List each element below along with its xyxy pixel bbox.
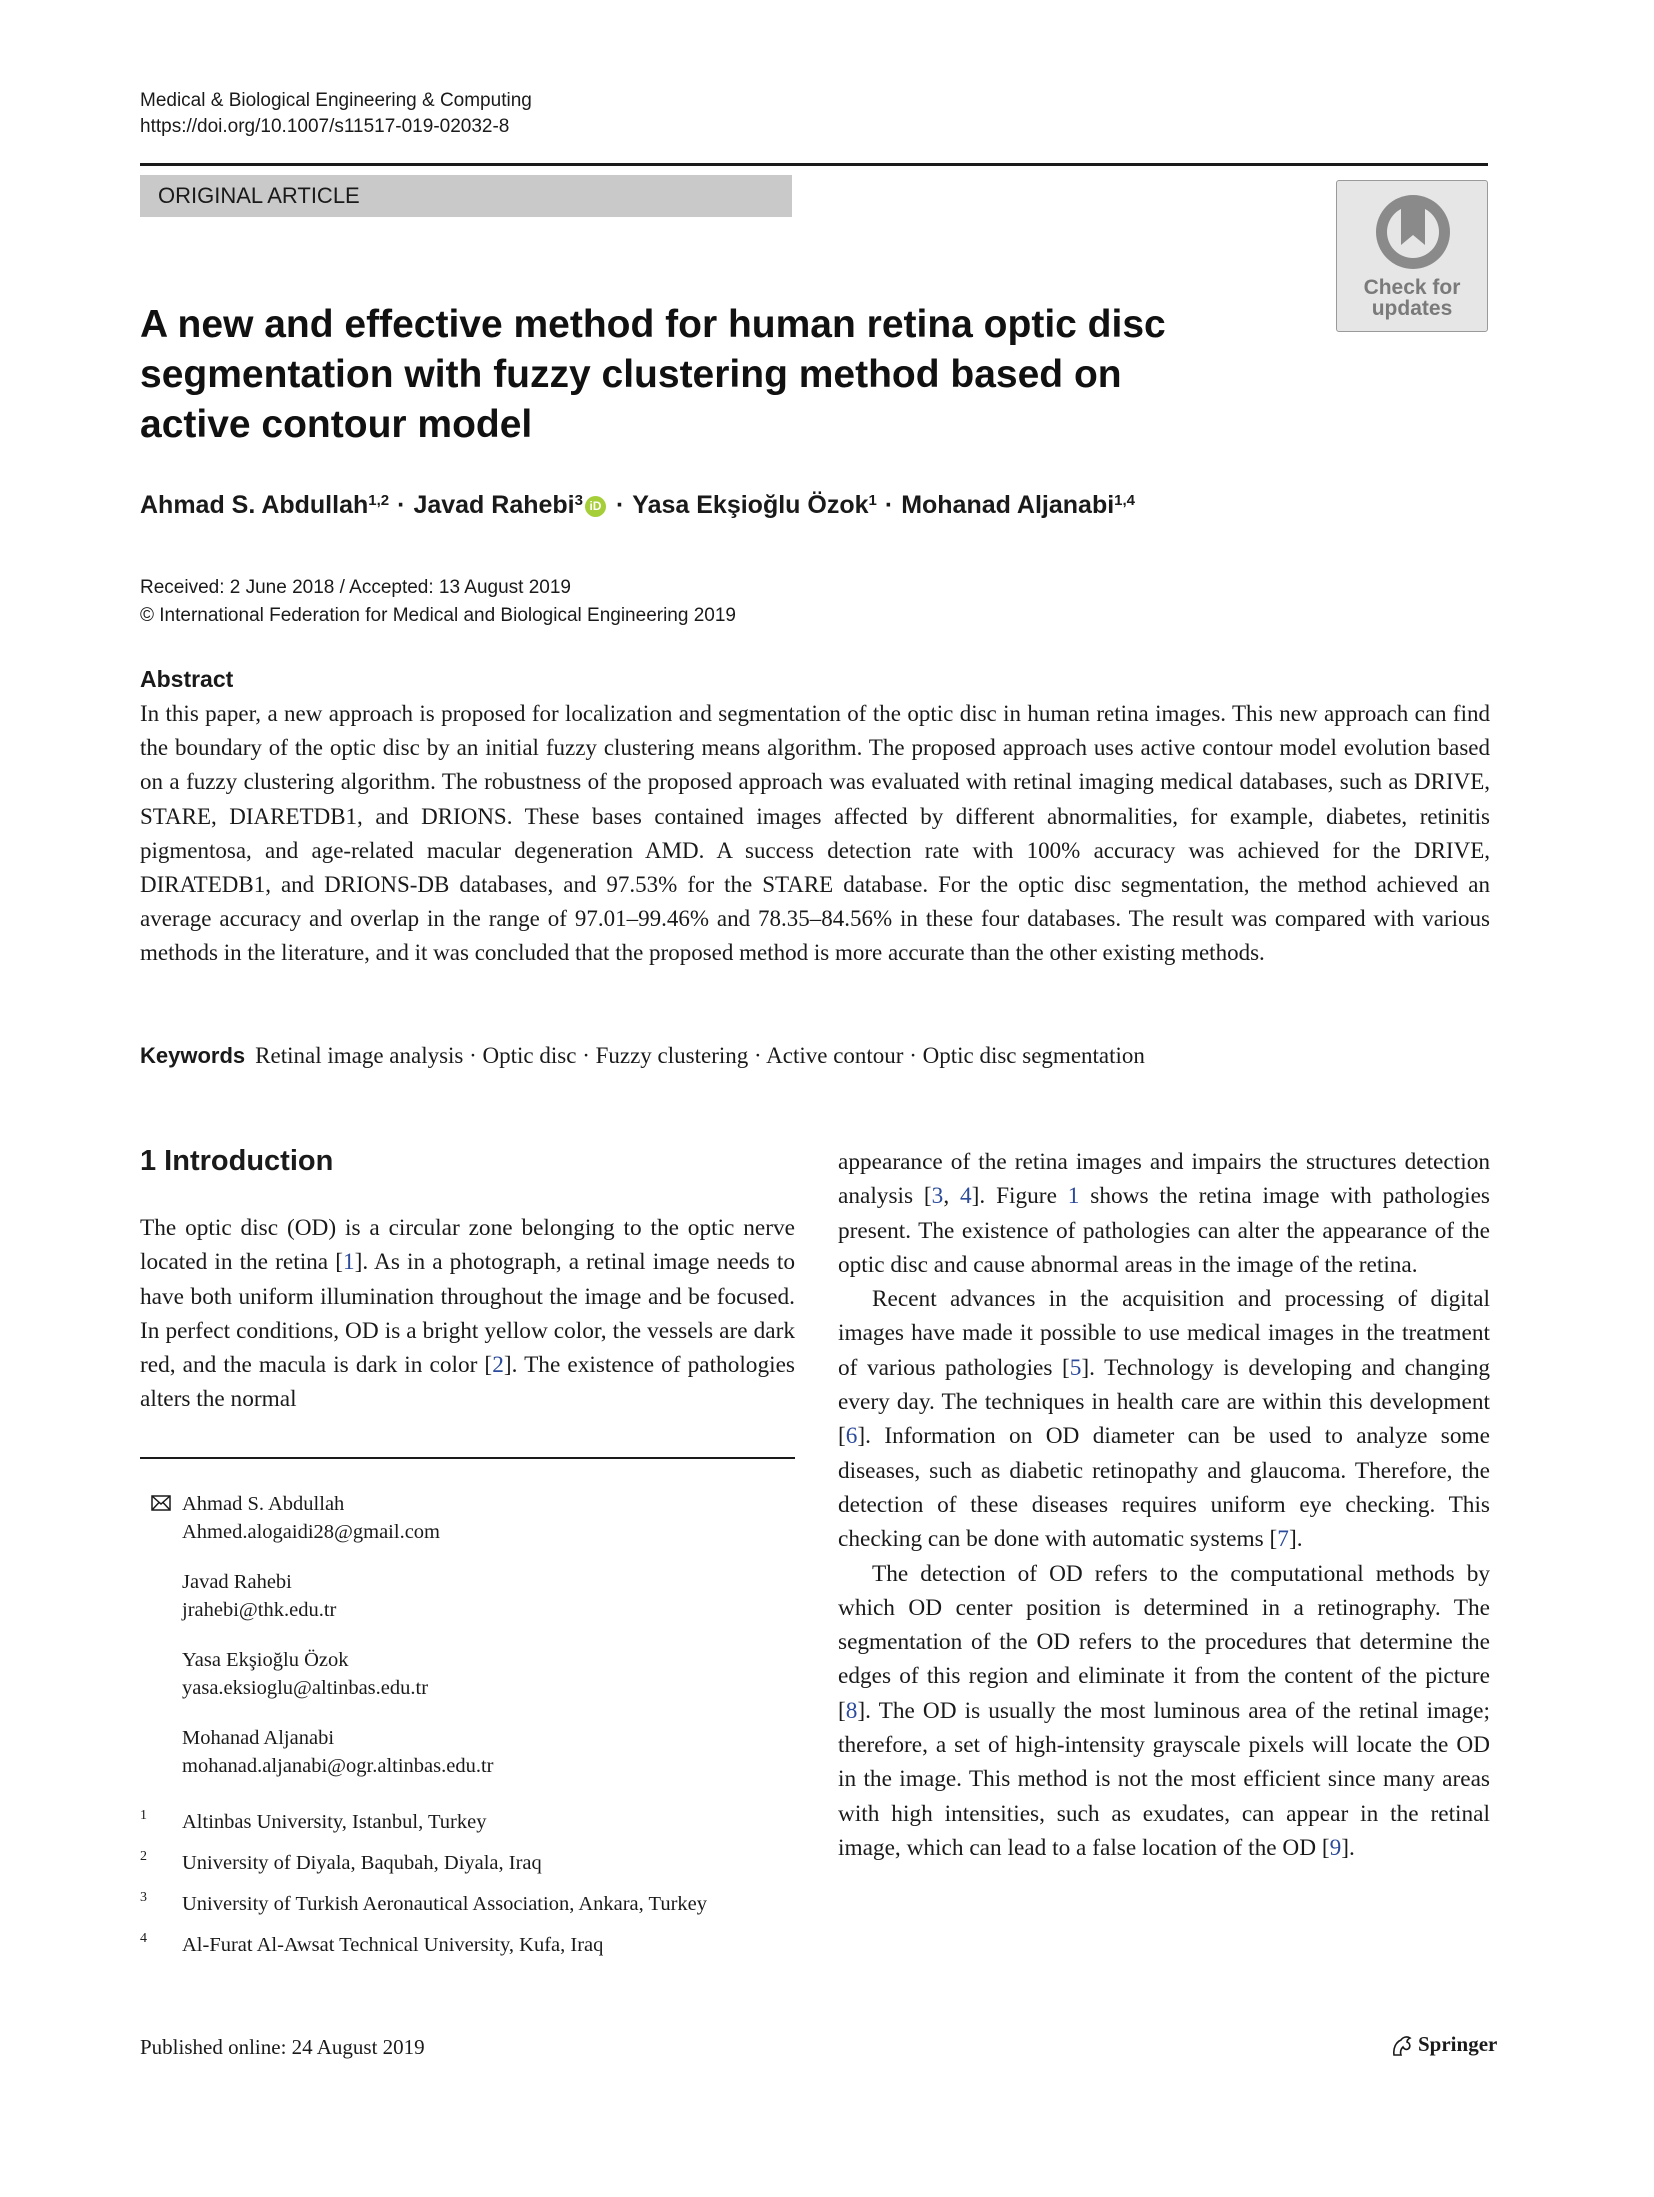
text-run: Recent advances in the acquisition and processing of digital images have made it possible to use medical images in the treatment of various pathologies [ [838, 1286, 1490, 1381]
affiliation-number: 2 [140, 1849, 147, 1864]
publisher-logo [1390, 2030, 1497, 2058]
affiliation-number: 1 [140, 1808, 147, 1823]
author-name[interactable]: Javad Rahebi [413, 491, 575, 519]
contact-email[interactable]: mohanad.aljanabi@ogr.altinbas.edu.tr [182, 1755, 494, 1777]
text-run: The detection of OD refers to the computational methods by which OD center position is determined in a retinography. The segmentation of the OD refers to the procedures that determine the edges of this region and eliminate it from the content of the picture [ [838, 1560, 1490, 1724]
check-for-updates-label: Check for updates [1363, 276, 1461, 320]
paragraph [838, 1282, 1490, 1556]
article-title: A new and effective method for human retina optic disc segmentation with fuzzy clustering method based on active contour model [140, 303, 1166, 446]
separator-dot: · [397, 491, 406, 519]
right-column [838, 1145, 1490, 1865]
author-name[interactable]: Yasa Ekşioğlu Özok [632, 491, 869, 519]
section-heading-introduction: 1 Introduction [140, 1145, 334, 1177]
affiliation-text: Altinbas University, Istanbul, Turkey [182, 1811, 487, 1833]
citation-link[interactable]: 8 [845, 1697, 858, 1724]
keywords-text: Retinal image analysis · Optic disc · Fuzzy clustering · Active contour · Optic disc segmentation [255, 1043, 1145, 1068]
paragraph [838, 1557, 1490, 1866]
author-affiliation-marker: 1,2 [368, 492, 390, 509]
text-run: ]. The existence of pathologies alters the normal [140, 1352, 795, 1413]
citation-link[interactable]: 2 [492, 1352, 504, 1379]
contact-name: Mohanad Aljanabi [182, 1727, 335, 1749]
author-name[interactable]: Mohanad Aljanabi [901, 491, 1115, 519]
citation-link[interactable]: 5 [1069, 1354, 1082, 1381]
affiliations-list [140, 1808, 795, 1972]
contact-email[interactable]: Ahmed.alogaidi28@gmail.com [182, 1521, 440, 1543]
citation-link[interactable]: 3 [931, 1183, 944, 1210]
contact-entry [140, 1646, 795, 1702]
citation-link[interactable]: 6 [845, 1423, 858, 1450]
orcid-icon[interactable]: iD [585, 496, 606, 517]
abstract-heading: Abstract [140, 666, 234, 692]
article-type-banner: ORIGINAL ARTICLE [140, 175, 792, 217]
affiliation-text: Al-Furat Al-Awsat Technical University, Kufa, Iraq [182, 1934, 604, 1956]
author-list [140, 488, 1135, 522]
affiliation-number: 3 [140, 1890, 147, 1905]
envelope-icon [151, 1495, 171, 1511]
affiliation-text: University of Turkish Aeronautical Association, Ankara, Turkey [182, 1893, 708, 1915]
doi-link[interactable]: https://doi.org/10.1007/s11517-019-02032-8 [140, 116, 510, 137]
keywords-label: Keywords [140, 1043, 246, 1068]
author-affiliation-marker: 1 [868, 492, 877, 509]
footnote-rule [140, 1457, 795, 1459]
text-run: appearance of the retina images and impairs the structures detection analysis [ [838, 1149, 1490, 1210]
header-rule [140, 163, 1488, 166]
citation-link[interactable]: 4 [960, 1183, 972, 1210]
contact-entry [140, 1724, 795, 1780]
text-run: ]. The OD is usually the most luminous area of the retinal image; therefore, a set of high-intensity grayscale pixels will locate the OD in the image. This method is not the most efficient since many areas with high intensities, such as exudates, can appear in the retinal image, which can lead to a false location of the OD [ [838, 1697, 1490, 1861]
citation-link[interactable]: 7 [1277, 1526, 1289, 1553]
author-affiliation-marker: 1,4 [1114, 492, 1136, 509]
separator-dot: · [615, 491, 625, 519]
text-run: ]. Technology is developing and changing every day. The techniques in health care are within this development [ [838, 1354, 1490, 1450]
text-run: , [943, 1183, 960, 1210]
contact-name: Yasa Ekşioğlu Özok [182, 1649, 349, 1671]
text-run: ]. [1341, 1834, 1355, 1861]
crossmark-icon [1368, 191, 1458, 273]
affiliation-entry [140, 1931, 795, 1959]
springer-horse-icon [1390, 2035, 1414, 2057]
paragraph [140, 1211, 795, 1417]
text-run: shows the retina image with pathologies present. The existence of pathologies can alter the appearance of the optic disc and cause abnormal areas in the image of the retina. [838, 1183, 1490, 1278]
contact-entry [140, 1490, 795, 1546]
contact-email[interactable]: jrahebi@thk.edu.tr [182, 1599, 337, 1621]
contact-name: Javad Rahebi [182, 1571, 292, 1593]
author-name[interactable]: Ahmad S. Abdullah [140, 491, 369, 519]
affiliation-text: University of Diyala, Baqubah, Diyala, Iraq [182, 1852, 542, 1874]
contact-email[interactable]: yasa.eksioglu@altinbas.edu.tr [182, 1677, 429, 1699]
separator-dot: · [884, 491, 894, 519]
abstract-text: In this paper, a new approach is proposed for localization and segmentation of the optic disc in human retina images. This new approach can find the boundary of the optic disc by an initial fuzzy clustering means algorithm. The proposed approach uses active contour model evolution based on a fuzzy clustering algorithm. The robustness of the proposed approach was evaluated with retinal imaging medical databases, such as DRIVE, STARE, DIARETDB1, and DRIONS. These bases contained images affected by different abnormalities, for example, diabetes, retinitis pigmentosa, and age-related macular degeneration AMD. A success detection rate with 100% accuracy was achieved for the DRIVE, DIRATEDB1, and DRIONS-DB databases, and 97.53% for the STARE database. For the optic disc segmentation, the method achieved an average accuracy and overlap in the range of 97.01–99.46% and 78.35–84.56% in these four databases. The result was compared with various methods in the literature, and it was concluded that the proposed method is more accurate than the other existing methods. [140, 701, 1490, 966]
journal-header [140, 88, 532, 140]
affiliation-entry [140, 1890, 795, 1918]
affiliation-entry [140, 1808, 795, 1836]
text-run: The optic disc (OD) is a circular zone belonging to the optic nerve located in the retina [ [140, 1215, 795, 1276]
affiliation-number: 4 [140, 1931, 147, 1946]
text-run: ]. As in a photograph, a retinal image needs to have both uniform illumination throughout the image and be focused. In perfect conditions, OD is a bright yellow color, the vessels are dark red, and the macula is dark in color [ [140, 1249, 795, 1379]
affiliation-entry [140, 1849, 795, 1877]
journal-name: Medical & Biological Engineering & Computing [140, 90, 532, 111]
text-run: ]. [1288, 1526, 1303, 1553]
author-affiliation-marker: 3 [574, 492, 583, 509]
text-run: ]. Figure [971, 1183, 1068, 1210]
paragraph [838, 1145, 1490, 1282]
figure-link[interactable]: 1 [1067, 1183, 1080, 1210]
text-run: ]. Information on OD diameter can be used to analyze some diseases, such as diabetic retinopathy and glaucoma. Therefore, the detection of these diseases requires uniform eye checking. This checking can be done with automatic systems [ [838, 1423, 1490, 1553]
citation-link[interactable]: 9 [1329, 1834, 1342, 1861]
check-for-updates-badge[interactable] [1336, 180, 1488, 332]
copyright-notice: © International Federation for Medical and Biological Engineering 2019 [140, 605, 736, 626]
published-online-date: Published online: 24 August 2019 [140, 2035, 425, 2059]
keywords-line [140, 1040, 1145, 1072]
received-dates: Received: 2 June 2018 / Accepted: 13 August 2019 [140, 577, 571, 598]
citation-link[interactable]: 1 [343, 1249, 355, 1276]
publisher-name: Springer [1418, 2032, 1498, 2056]
contact-name: Ahmad S. Abdullah [182, 1493, 345, 1515]
left-column [140, 1211, 795, 1417]
corresponding-contacts [140, 1490, 795, 1802]
contact-entry [140, 1568, 795, 1624]
